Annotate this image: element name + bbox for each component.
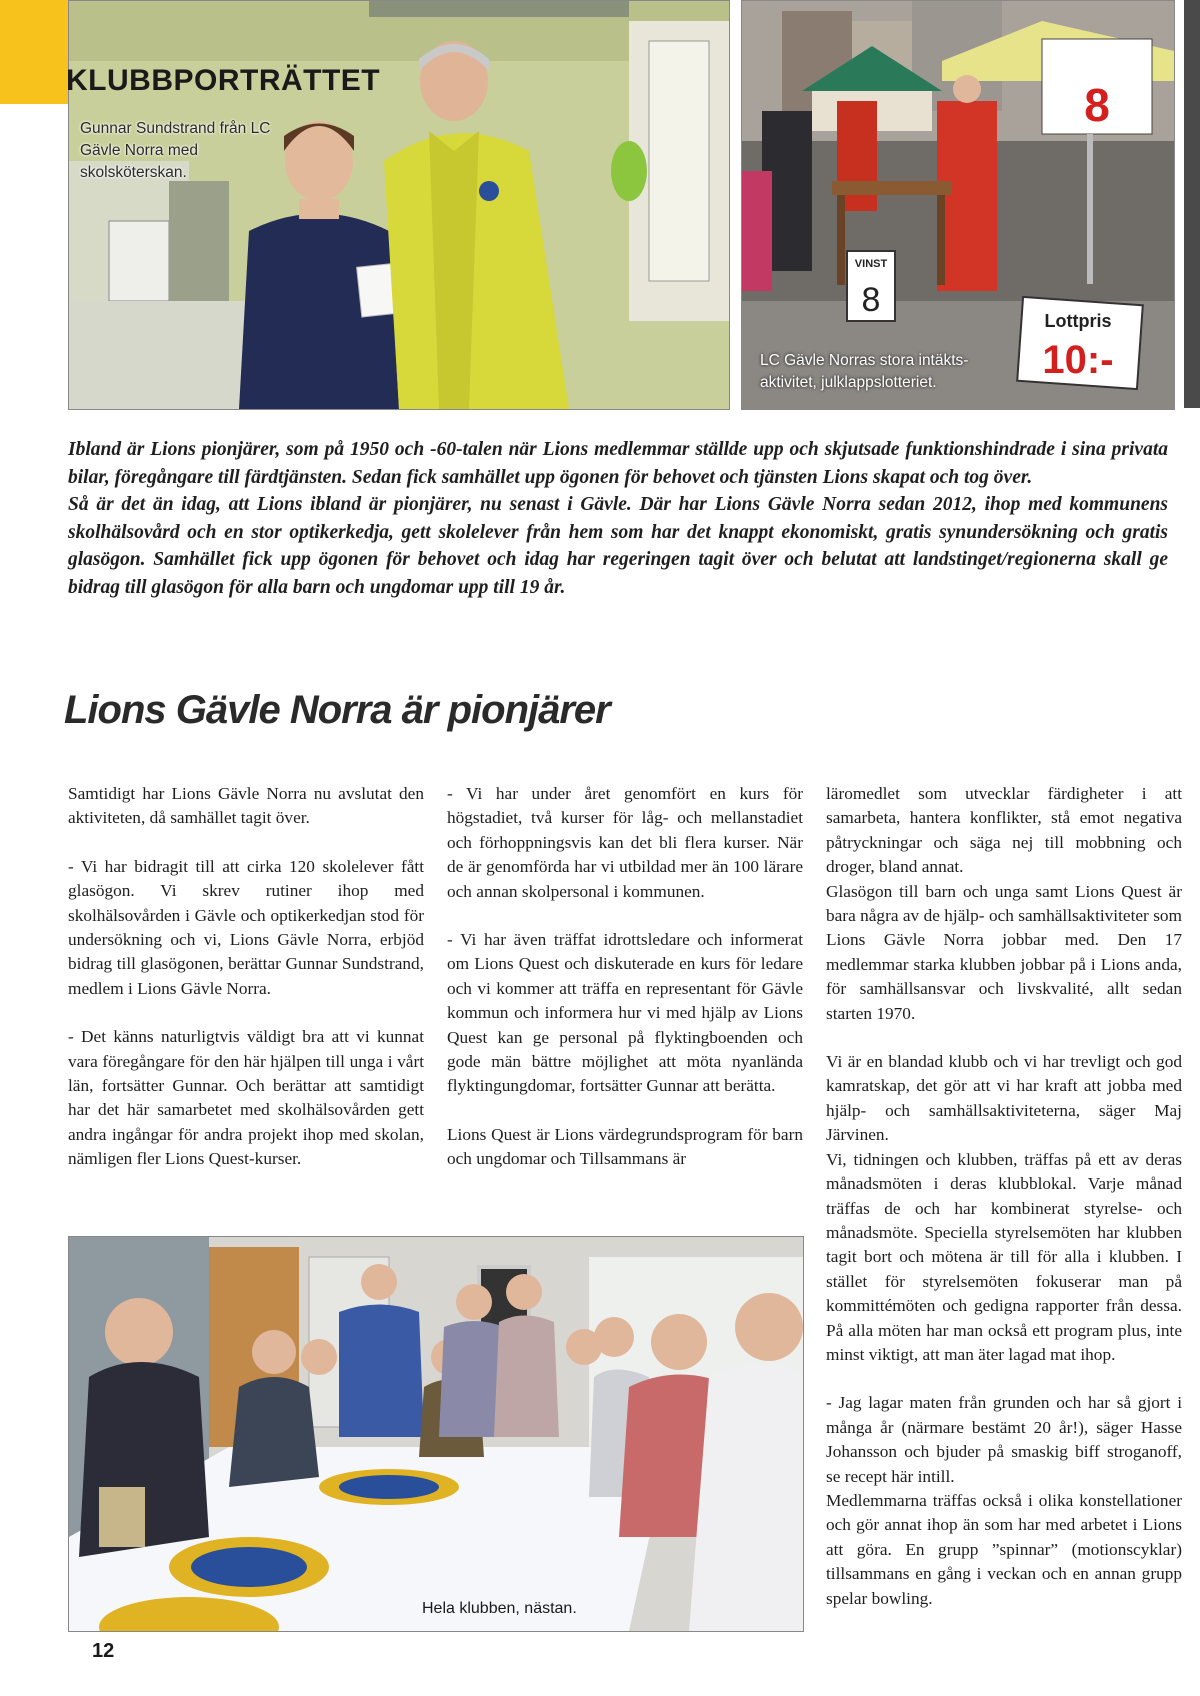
photo-club-members (68, 1236, 804, 1632)
lottery-small-sign-number: 8 (861, 281, 881, 319)
body-paragraph: - Vi har under året genomfört en kurs för högstadiet, två kurser för låg- och mellanstadiet och förhoppningsvis kan det bli flera kurser. När de är genomförda har vi utbildad mer än 100 lärare och annan skolpersonal i kommunen. (447, 784, 803, 901)
photo-lottery-caption: LC Gävle Norras stora intäkts-aktivitet, julklappslotteriet. (760, 352, 969, 391)
page-number: 12 (92, 1640, 115, 1662)
photo-lottery (741, 0, 1175, 410)
body-paragraph: - Vi har även träffat idrottsledare och informerat om Lions Quest och diskuterade en kurs för ledare och vi kommer att träffa en representant för Gävle kommun och informera hur vi med hjälp av Lions Quest kan ge personal på flyktingboenden och gode män bättre möjlighet att möta nyanlända flyktingungdomar, fortsätter Gunnar att berätta. (447, 930, 803, 1096)
body-column-1 (68, 782, 424, 1196)
body-paragraph: Medlemmarna träffas också i olika konstellationer och gör annat ihop än som har med arbetet i Lions att göra. En grupp ”spinnar” (motionscyklar) tillsammans en gång i veckan och en annan grupp spelar bowling. (826, 1490, 1182, 1608)
body-paragraph: Glasögon till barn och unga samt Lions Quest är bara några av de hjälp- och samhällsaktiviteter som Lions Gävle Norra jobbar med. Den 17 medlemmar starka klubben jobbar på i Lions anda, för samhällsansvar och livskvalité, allt sedan starten 1970. (826, 881, 1182, 1023)
photo-club-caption: Hela klubben, nästan. (422, 1600, 577, 1617)
body-paragraph: Vi är en blandad klubb och vi har trevligt och god kamratskap, det gör att vi har kraft att jobba med hjälp- och samhällsaktiviteterna, säger Maj Järvinen. (826, 1052, 1182, 1145)
lottery-price-sign-value: 10:- (1042, 338, 1114, 382)
lottery-small-sign-label: VINST (854, 258, 888, 270)
body-paragraph: Samtidigt har Lions Gävle Norra nu avslutat den aktiviteten, då samhället tagit över. (68, 784, 424, 828)
headline: Lions Gävle Norra är pionjärer (64, 688, 610, 732)
body-column-3 (826, 782, 1182, 1635)
body-column-2 (447, 782, 803, 1196)
intro-text (68, 436, 1168, 601)
body-paragraph: - Det känns naturligtvis väldigt bra att vi kunnat vara föregångare för den här hjälpen till unga i vårt län, fortsätter Gunnar. Och berättar att samtidigt har det här samarbetet med skolhälsovården gett andra ingångar för andra projekt ihop med skolan, nämligen fler Lions Quest-kurser. (68, 1027, 424, 1169)
body-paragraph: - Vi har bidragit till att cirka 120 skolelever fått glasögon. Vi skrev rutiner ihop med skolhälsovården i Gävle och optikerkedjan stod för undersökning och vi, Lions Gävle Norra, erbjöd bidrag till glasögonen, berättar Gunnar Sundstrand, medlem i Lions Gävle Norra. (68, 856, 424, 998)
lottery-sign-number: 8 (1084, 79, 1110, 131)
photo-edge-strip (1184, 0, 1200, 408)
photo-nurse-caption: Gunnar Sundstrand från LC Gävle Norra med skolsköterskan. (80, 120, 271, 181)
photo-nurse-and-member (68, 0, 730, 410)
lottery-price-sign-label: Lottpris (1044, 311, 1112, 331)
body-paragraph: - Jag lagar maten från grunden och har så gjort i många år (närmare bestämt 20 år!), säger Hasse Johansson och bjuder på smaskig biff stroganoff, se recept här intill. (826, 1393, 1182, 1486)
section-label: KLUBBPORTRÄTTET (66, 64, 381, 97)
intro-paragraph: Ibland är Lions pionjärer, som på 1950 och -60-talen när Lions medlemmar ställde upp och skjutsade funktionshindrade i sina privata bilar, föregångare till färdtjänsten. Sedan fick samhället upp ögonen för behovet och tjänsten Lions skapat och tog över. (68, 439, 1168, 488)
intro-paragraph: Så är det än idag, att Lions ibland är pionjärer, nu senast i Gävle. Där har Lions Gävle Norra sedan 2012, ihop med kommunens skolhälsovård och en stor optikerkedja, gett skolelever från hem som har det knappt ekonomiskt, gratis synundersökning och gratis glasögon. Samhället fick upp ögonen för behovet och idag har regeringen tagit över och belutat att landstinget/regionerna skall ge bidrag till glasögon för alla barn och ungdomar upp till 19 år. (68, 494, 1168, 598)
body-paragraph: Vi, tidningen och klubben, träffas på ett av deras månadsmöten i deras klubblokal. Varje månad träffas de och har kombinerat styrelse- och månadsmöte. Speciella styrelsemöten har klubben tagit bort och mötena är till för alla i klubben. I stället för styrelsemöten fokuserar man på kommittémöten och gedigna rapporter från dessa. På alla möten har man också ett program plus, inte minst viktigt, att man äter lagad mat ihop. (826, 1149, 1182, 1364)
body-paragraph: läromedlet som utvecklar färdigheter i att samarbeta, hantera konflikter, stå emot negativa påtryckningar och säga nej till mobbning och droger, bland annat. (826, 784, 1182, 877)
body-paragraph: Lions Quest är Lions värdegrundsprogram för barn och ungdomar och Tillsammans är (447, 1124, 803, 1169)
